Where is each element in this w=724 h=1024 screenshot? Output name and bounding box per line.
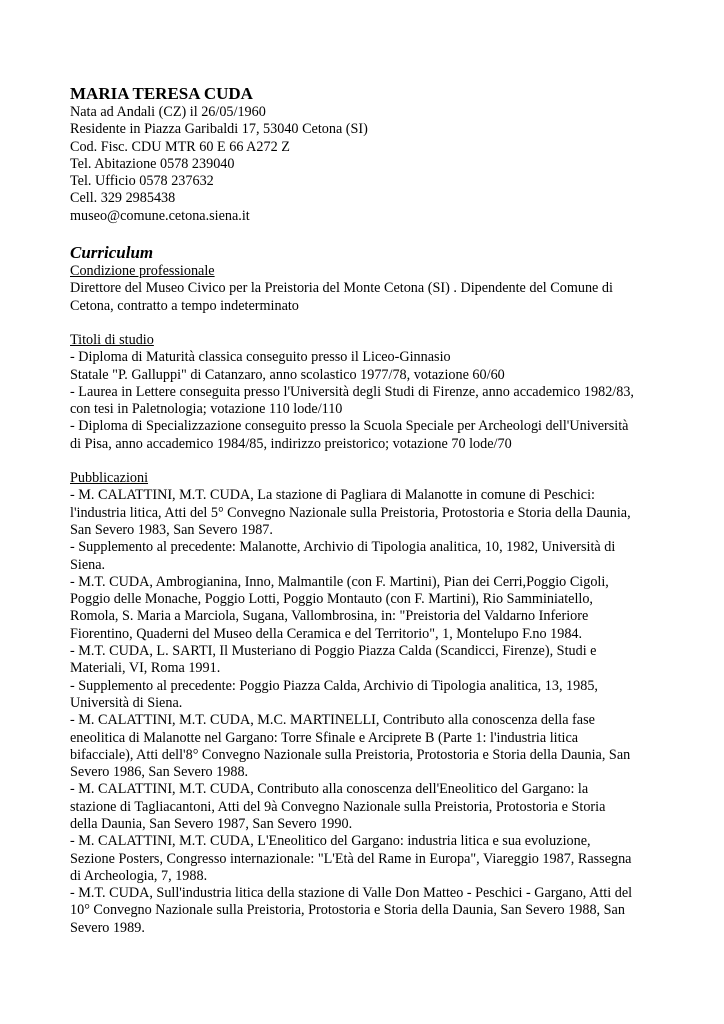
- publication-line: bifacciale), Atti dell'8° Convegno Nazionale sulla Preistoria, Protostoria e Storia della Daunia, San: [70, 746, 631, 763]
- publication-line: - M.T. CUDA, Sull'industria litica della stazione di Valle Don Matteo - Peschici - Gargano, Atti del: [70, 885, 633, 902]
- condizione-line: Cetona, contratto a tempo indeterminato: [70, 297, 299, 314]
- pubblicazioni-heading: Pubblicazioni: [70, 470, 149, 487]
- titoli-heading: Titoli di studio: [70, 331, 154, 348]
- email-address: museo@comune.cetona.siena.it: [70, 207, 250, 224]
- publication-line: Poggio delle Monache, Poggio Lotti, Poggio Montauto (con F. Martini), Rio Samminiatello,: [70, 591, 593, 608]
- titoli-line: - Laurea in Lettere conseguita presso l'Università degli Studi di Firenze, anno accademico 1982/83,: [70, 383, 634, 400]
- publication-line: della Daunia, San Severo 1987, San Severo 1990.: [70, 815, 353, 832]
- publication-line: - M. CALATTINI, M.T. CUDA, L'Eneolitico del Gargano: industria litica e sua evoluzione,: [70, 833, 591, 850]
- titoli-line: - Diploma di Specializzazione conseguito presso la Scuola Speciale per Archeologi dell'Università: [70, 418, 629, 435]
- titoli-line: - Diploma di Maturità classica conseguito presso il Liceo-Ginnasio: [70, 349, 451, 366]
- publication-line: Romola, S. Maria a Marciola, Sugana, Vallombrosina, in: "Preistoria del Valdarno Inferiore: [70, 608, 589, 625]
- publication-line: Severo 1986, San Severo 1988.: [70, 764, 249, 781]
- publication-line: l'industria litica, Atti del 5° Convegno Nazionale sulla Preistoria, Protostoria e Storia della Daunia,: [70, 504, 631, 521]
- publication-line: Sezione Posters, Congresso internazionale: "L'Età del Rame in Europa", Viareggio 1987, Rassegna: [70, 850, 632, 867]
- publication-line: - M.T. CUDA, Ambrogianina, Inno, Malmantile (con F. Martini), Pian dei Cerri,Poggio Cigoli,: [70, 573, 609, 590]
- office-phone: Tel. Ufficio 0578 237632: [70, 173, 214, 190]
- curriculum-title: Curriculum: [70, 243, 154, 263]
- person-name: MARIA TERESA CUDA: [70, 84, 253, 103]
- publication-line: - M.T. CUDA, L. SARTI, Il Musteriano di Poggio Piazza Calda (Scandicci, Firenze), Studi e: [70, 643, 597, 660]
- cv-document: [70, 84, 660, 937]
- publication-line: - M. CALATTINI, M.T. CUDA, Contributo alla conoscenza dell'Eneolitico del Gargano: la: [70, 781, 589, 798]
- publication-line: Severo 1989.: [70, 919, 145, 936]
- condizione-line: Direttore del Museo Civico per la Preistoria del Monte Cetona (SI) . Dipendente del Comune di: [70, 280, 613, 297]
- publication-line: - M. CALATTINI, M.T. CUDA, M.C. MARTINELLI, Contributo alla conoscenza della fase: [70, 712, 595, 729]
- publication-line: San Severo 1983, San Severo 1987.: [70, 521, 273, 538]
- fiscal-code: Cod. Fisc. CDU MTR 60 E 66 A272 Z: [70, 138, 290, 155]
- publication-line: Università di Siena.: [70, 694, 183, 711]
- titoli-line: Statale "P. Galluppi" di Catanzaro, anno scolastico 1977/78, votazione 60/60: [70, 366, 505, 383]
- publication-line: - Supplemento al precedente: Poggio Piazza Calda, Archivio di Tipologia analitica, 13, 1985,: [70, 677, 598, 694]
- publication-line: - Supplemento al precedente: Malanotte, Archivio di Tipologia analitica, 10, 1982, Università di: [70, 539, 616, 556]
- condizione-heading: Condizione professionale: [70, 263, 215, 280]
- titoli-section: [70, 332, 660, 453]
- mobile-phone: Cell. 329 2985438: [70, 190, 176, 207]
- publication-line: Siena.: [70, 556, 106, 573]
- contact-block: [70, 104, 660, 225]
- birth-info: Nata ad Andali (CZ) il 26/05/1960: [70, 104, 266, 120]
- publication-line: 10° Convegno Nazionale sulla Preistoria, Protostoria e Storia della Daunia, San Severo 1988, San: [70, 902, 625, 919]
- publication-line: - M. CALATTINI, M.T. CUDA, La stazione di Pagliara di Malanotte in comune di Peschici:: [70, 487, 595, 504]
- titoli-line: con tesi in Paletnologia; votazione 110 lode/110: [70, 401, 343, 418]
- titoli-line: di Pisa, anno accademico 1984/85, indirizzo preistorico; votazione 70 lode/70: [70, 435, 512, 452]
- publication-line: Materiali, VI, Roma 1991.: [70, 660, 221, 677]
- publication-line: stazione di Tagliacantoni, Atti del 9à Convegno Nazionale sulla Preistoria, Protostoria e Storia: [70, 798, 606, 815]
- residence-info: Residente in Piazza Garibaldi 17, 53040 Cetona (SI): [70, 121, 368, 138]
- publication-line: eneolitica di Malanotte nel Gargano: Torre Sfinale e Arciprete B (Parte 1: l'industria litica: [70, 729, 579, 746]
- home-phone: Tel. Abitazione 0578 239040: [70, 155, 235, 172]
- condizione-section: [70, 263, 660, 315]
- pubblicazioni-section: [70, 470, 660, 937]
- publication-line: Fiorentino, Quaderni del Museo della Ceramica e del Territorio", 1, Montelupo F.no 1984.: [70, 625, 583, 642]
- publication-line: di Archeologia, 7, 1988.: [70, 867, 208, 884]
